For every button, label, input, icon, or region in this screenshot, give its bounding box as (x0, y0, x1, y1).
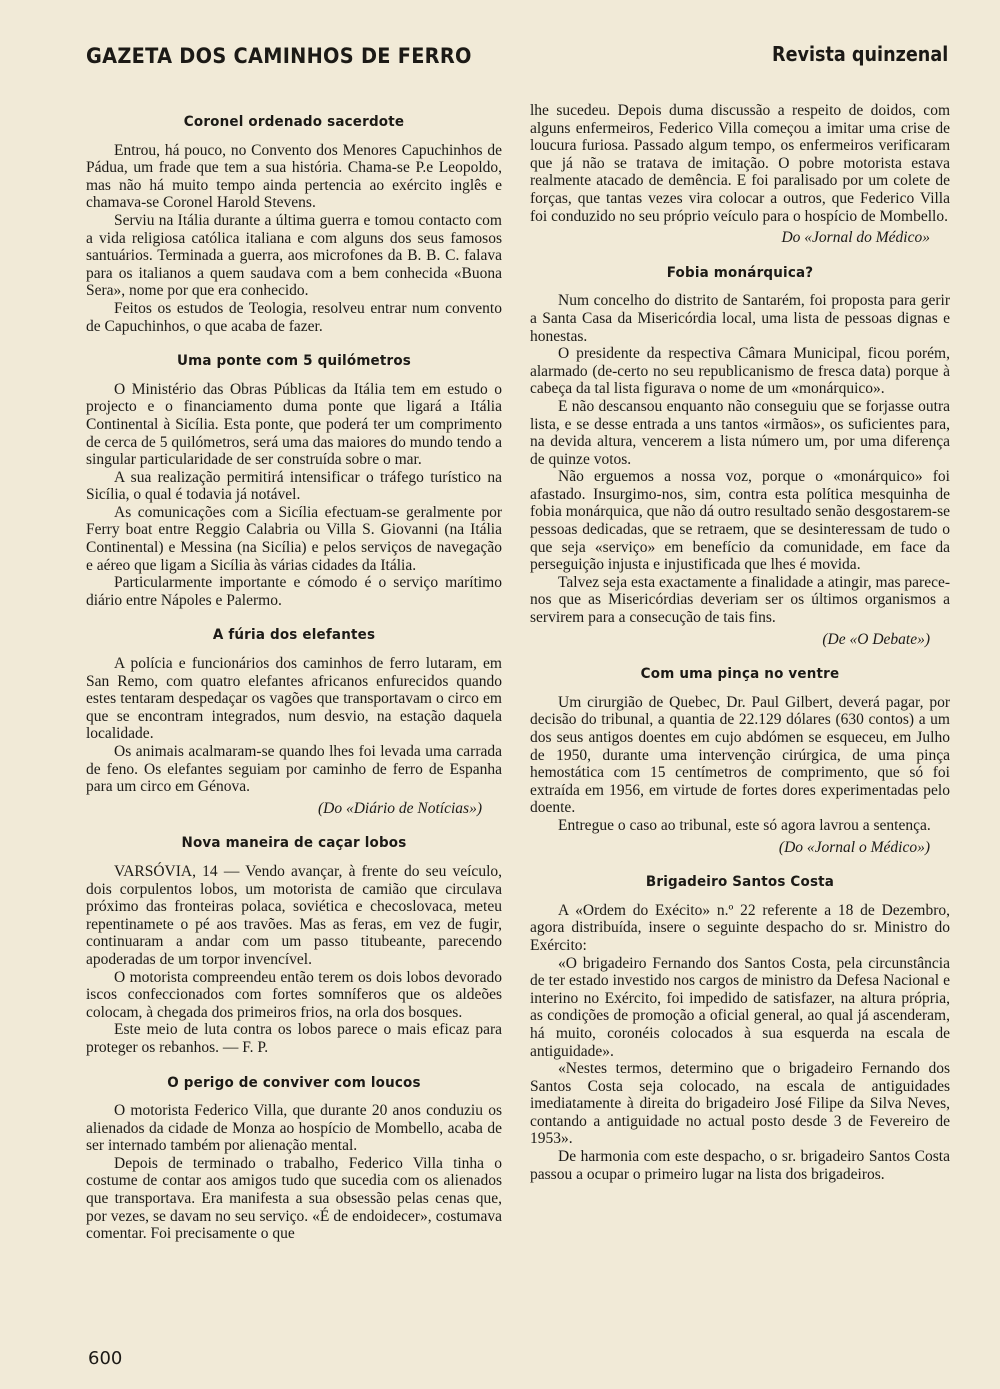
article-o-perigo-de-conviver-com-loucos (86, 1075, 502, 1243)
article-brigadeiro-santos-costa (530, 874, 950, 1183)
article-paragraph: Este meio de luta contra os lobos parece o mais eficaz para proteger os rebanhos. — F. P. (86, 1021, 502, 1056)
article-paragraph: O presidente da respectiva Câmara Municipal, ficou porém, alarmado (de-certo no seu republicanismo de fresca data) porque à cabeça da tal lista figurava o nome de um «monárquico». (530, 345, 950, 398)
article-paragraph: De harmonia com este despacho, o sr. brigadeiro Santos Costa passou a ocupar o primeiro lugar na lista dos brigadeiros. (530, 1148, 950, 1183)
article-paragraph: Um cirurgião de Quebec, Dr. Paul Gilbert, deverá pagar, por decisão do tribunal, a quantia de 22.129 dólares (630 contos) a um dos seus antigos doentes em cujo abdómen se esqueceu, em Julho de 1950, durante uma intervenção cirúrgica, de uma pinça hemostática com 15 centímetros de comprimento, que só foi extraída em 1956, em virtude de fortes dores experimentadas pelo doente. (530, 693, 950, 817)
article-paragraph: VARSÓVIA, 14 — Vendo avançar, à frente do seu veículo, dois corpulentos lobos, um motorista de camião que circulava próximo das fronteiras polaca, soviética e checoslovaca, meteu repentinamete o pé aos travões. Mas as feras, em vez de fugir, continuaram a andar com um passo titubeante, parecendo apoderadas de um torpor invencível. (86, 862, 502, 968)
article-paragraph: Os animais acalmaram-se quando lhes foi levada uma carrada de feno. Os elefantes seguiam por caminho de ferro de Espanha para um circo em Génova. (86, 743, 502, 796)
right-column (530, 102, 950, 1201)
article-source: Do «Jornal do Médico» (781, 229, 930, 247)
article-heading: O perigo de conviver com loucos (167, 1074, 421, 1091)
article-paragraph: Talvez seja esta exactamente a finalidade a atingir, mas parece-nos que as Misericórdias deveriam ser os últimos organismos a servirem para a consecução de tais fins. (530, 573, 950, 627)
article-paragraph: «O brigadeiro Fernando dos Santos Costa, pela circunstância de ter estado investido nos cargos de ministro da Defesa Nacional e interino no Exército, foi impedido de satisfazer, na altura própria, as condições de promoção a oficial general, ao qual já ascenderam, há muito, coronéis colocados à sua esquerda na escala de antiguidade». (530, 954, 950, 1060)
article-paragraph: Não erguemos a nossa voz, porque o «monárquico» foi afastado. Insurgimo-nos, sim, contra esta política mesquinha de fobia monárquica, que não dá outro resultado senão desgostarem-se pessoas dedicadas, que se retraem, que se desinteressam de tudo o que seja «serviço» em benefício da comunidade, em face da perseguição injusta e injustificada que lhes é movida. (530, 468, 950, 574)
article-source: (Do «Jornal o Médico») (778, 838, 930, 856)
article-paragraph: «Nestes termos, determino que o brigadeiro Fernando dos Santos Costa seja colocado, na escala de antiguidades imediatamente à direita do brigadeiro José Filipe da Silva Neves, contando a antiguidade no actual posto desde 3 de Fevereiro de 1953». (530, 1060, 950, 1148)
article-com-uma-pinca-no-ventre (530, 666, 950, 856)
publication-title: GAZETA DOS CAMINHOS DE FERRO (86, 44, 472, 68)
article-paragraph: Particularmente importante e cómodo é o serviço marítimo diário entre Nápoles e Palermo. (86, 574, 502, 609)
article-paragraph: Num concelho do distrito de Santarém, foi proposta para gerir a Santa Casa da Misericórdia local, uma lista de pessoas dignas e honestas. (530, 292, 950, 345)
article-heading: Brigadeiro Santos Costa (645, 874, 835, 891)
publication-frequency: Revista quinzenal (771, 42, 948, 66)
article-paragraph: Depois de terminado o trabalho, Federico Villa tinha o costume de contar aos amigos tudo que sucedia com os alienados que transportava. Era manifesta a sua obsessão pelas cenas que, por vezes, se davam no seu serviço. «É de endoidecer», costumava comentar. Foi precisamente o que (86, 1154, 502, 1243)
article-heading: Nova maneira de caçar lobos (181, 835, 407, 852)
article-continuation (530, 102, 950, 247)
article-fobia-monarquica (530, 265, 950, 648)
page-number: 600 (88, 1348, 123, 1369)
article-paragraph: Feitos os estudos de Teologia, resolveu entrar num convento de Capuchinhos, o que acaba de fazer. (86, 299, 502, 335)
article-source: (Do «Diário de Notícias») (317, 799, 482, 817)
article-paragraph: As comunicações com a Sicília efectuam-se geralmente por Ferry boat entre Reggio Calabria ou Villa S. Giovanni (na Itália Continental) e Messina (na Sicília) e pelos serviços de navegação e aéreo que ligam a Sicília às várias cidades da Itália. (86, 503, 502, 574)
article-paragraph: A «Ordem do Exécito» n.º 22 referente a 18 de Dezembro, agora distribuída, insere o seguinte despacho do sr. Ministro do Exército: (530, 901, 950, 954)
left-column (86, 100, 502, 1261)
article-paragraph: O Ministério das Obras Públicas da Itália tem em estudo o projecto e o financiamento duma ponte que ligará a Itália Continental à Sicília. Esta ponte, que poderá ter um comprimento de cerca de 5 quilómetros, será uma das maiores do mundo tendo a singular particularidade de ser construída sobre o mar. (86, 380, 502, 469)
article-uma-ponte-com-5-quilometros (86, 353, 502, 609)
article-paragraph: O motorista compreendeu então terem os dois lobos devorado iscos confeccionados com fortes somníferos que os aldeões colocam, à chegada dos primeiros frios, na orla dos bosques. (86, 968, 502, 1021)
masthead (86, 38, 948, 78)
article-heading: Coronel ordenado sacerdote (183, 114, 405, 130)
article-heading: Fobia monárquica? (666, 264, 814, 281)
article-source: (De «O Debate») (822, 630, 930, 648)
article-heading: Uma ponte com 5 quilómetros (176, 353, 412, 370)
article-coronel-ordenado-sacerdote (86, 114, 502, 335)
article-paragraph: Serviu na Itália durante a última guerra e tomou contacto com a vida religiosa católica italiana e com alguns dos seus famosos santuários. Terminada a guerra, aos microfones da B. B. C. falava para os italianos a quem saudava com a bem conhecida «Buona Sera», nome por que era conhecido. (86, 211, 502, 300)
article-paragraph: A sua realização permitirá intensificar o tráfego turístico na Sicília, o qual é todavia já notável. (86, 468, 502, 504)
article-heading: A fúria dos elefantes (212, 627, 376, 644)
article-paragraph: Entrou, há pouco, no Convento dos Menores Capuchinhos de Pádua, um frade que tem a sua história. Chama-se P.e Leopoldo, mas não há muito tempo ainda pertencia ao exército inglês e chamava-se Coronel Harold Stevens. (86, 141, 502, 212)
article-heading: Com uma pinça no ventre (640, 666, 840, 683)
article-paragraph: Entregue o caso ao tribunal, este só agora lavrou a sentença. (558, 816, 931, 834)
article-nova-maneira-de-cacar-lobos (86, 835, 502, 1056)
article-paragraph: lhe sucedeu. Depois duma discussão a respeito de doidos, com alguns enfermeiros, Federico Villa começou a imitar uma crise de loucura furiosa. Passado algum tempo, os enfermeiros verificaram que já não se tratava de imitação. O pobre motorista estava realmente atacado de demência. E foi paralisado por um colete de forças, que tantas vezes vira colocar a outros, que Federico Villa foi conduzido no seu próprio veículo para o hospício de Mombello. (530, 102, 950, 225)
article-paragraph: E não descansou enquanto não conseguiu que se forjasse outra lista, e se desse entrada a uns tantos «irmãos», os suficientes para, na devida altura, vencerem a lista número um, por uma diferença de quinze votos. (530, 397, 950, 468)
article-paragraph: O motorista Federico Villa, que durante 20 anos conduziu os alienados da cidade de Monza ao hospício de Mombello, acaba de ser internado também por alienação mental. (86, 1102, 502, 1155)
article-a-furia-dos-elefantes (86, 627, 502, 817)
article-paragraph: A polícia e funcionários dos caminhos de ferro lutaram, em San Remo, com quatro elefantes africanos enfurecidos quando estes tentaram despedaçar os vagões que transportavam o circo em que se encontram integrados, num desvio, na estação daquela localidade. (86, 655, 502, 743)
